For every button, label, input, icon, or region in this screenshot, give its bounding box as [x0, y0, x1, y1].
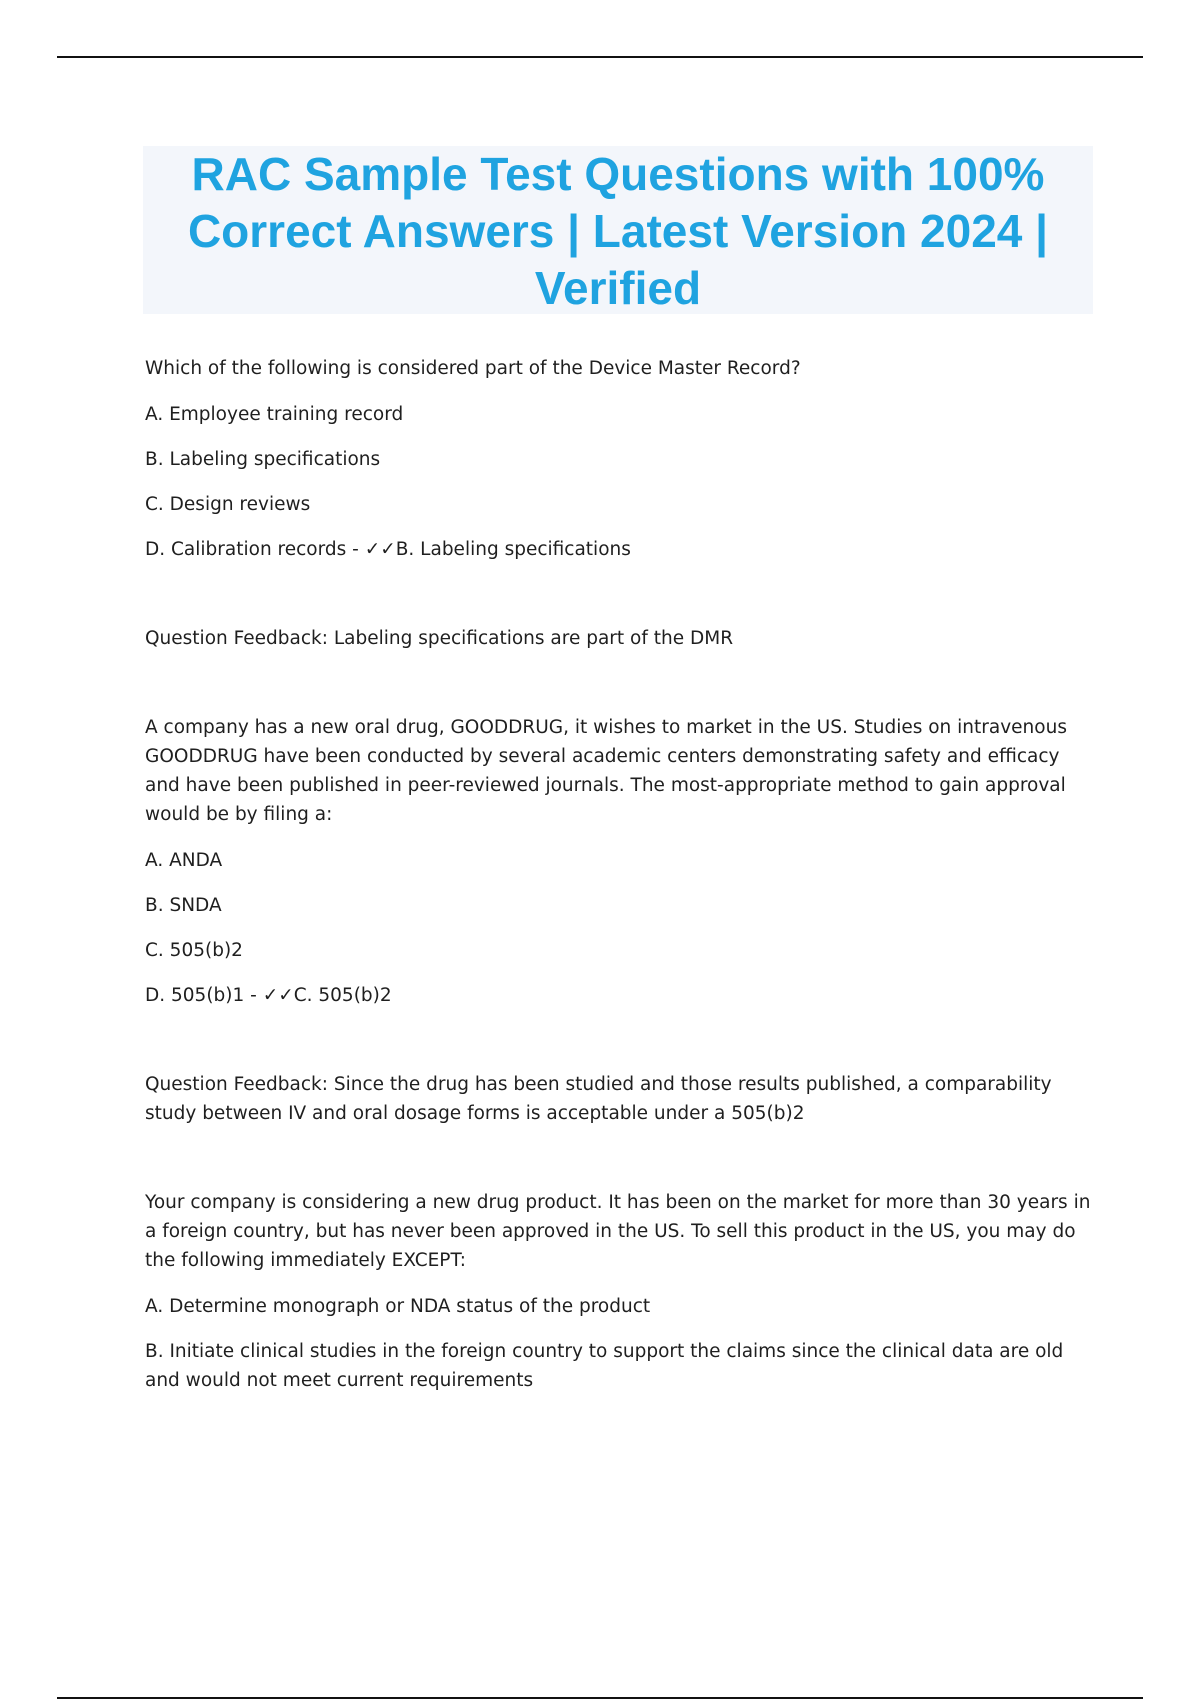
answer-option: B. SNDA: [145, 895, 222, 916]
answer-option-with-correct-answer: D. 505(b)1 - ✓✓C. 505(b)2: [145, 985, 392, 1006]
question-feedback: Question Feedback: Since the drug has been studied and those results published, a comparability study between IV and oral dosage forms is acceptable under a 505(b)2: [145, 1074, 1052, 1124]
spacer: [145, 564, 1095, 624]
question-text: A company has a new oral drug, GOODDRUG, it wishes to market in the US. Studies on intravenous GOODDRUG have been conducted by several academic centers demonstrating safety and efficacy and have been published in peer-reviewed journals. The most-appropriate method to gain approval would be by filing a:: [145, 717, 1067, 825]
spacer: [145, 1128, 1095, 1188]
question-block: [145, 354, 1095, 564]
answer-option: A. ANDA: [145, 850, 223, 871]
top-rule: [57, 56, 1143, 58]
title-banner: [143, 146, 1093, 314]
bottom-rule: [57, 1697, 1143, 1699]
question-feedback: Question Feedback: Labeling specifications are part of the DMR: [145, 628, 734, 649]
question-block: [145, 713, 1095, 1010]
question-text: Your company is considering a new drug product. It has been on the market for more than 30 years in a foreign country, but has never been approved in the US. To sell this product in the US, you may do the following immediately EXCEPT:: [145, 1192, 1091, 1271]
answer-option: C. 505(b)2: [145, 940, 243, 961]
spacer: [145, 653, 1095, 713]
answer-option: C. Design reviews: [145, 494, 311, 515]
answer-option: B. Initiate clinical studies in the foreign country to support the claims since the clinical data are old and would not meet current requirements: [145, 1341, 1064, 1391]
answer-option: A. Employee training record: [145, 404, 404, 425]
question-text: Which of the following is considered part of the Device Master Record?: [145, 358, 801, 379]
document-body: [145, 354, 1095, 1395]
answer-option-with-correct-answer: D. Calibration records - ✓✓B. Labeling specifications: [145, 539, 631, 560]
question-block: [145, 1188, 1095, 1395]
document-title: RAC Sample Test Questions with 100% Correct Answers | Latest Version 2024 | Verified: [187, 148, 1049, 314]
spacer: [145, 1010, 1095, 1070]
answer-option: B. Labeling specifications: [145, 449, 381, 470]
answer-option: A. Determine monograph or NDA status of the product: [145, 1296, 651, 1317]
